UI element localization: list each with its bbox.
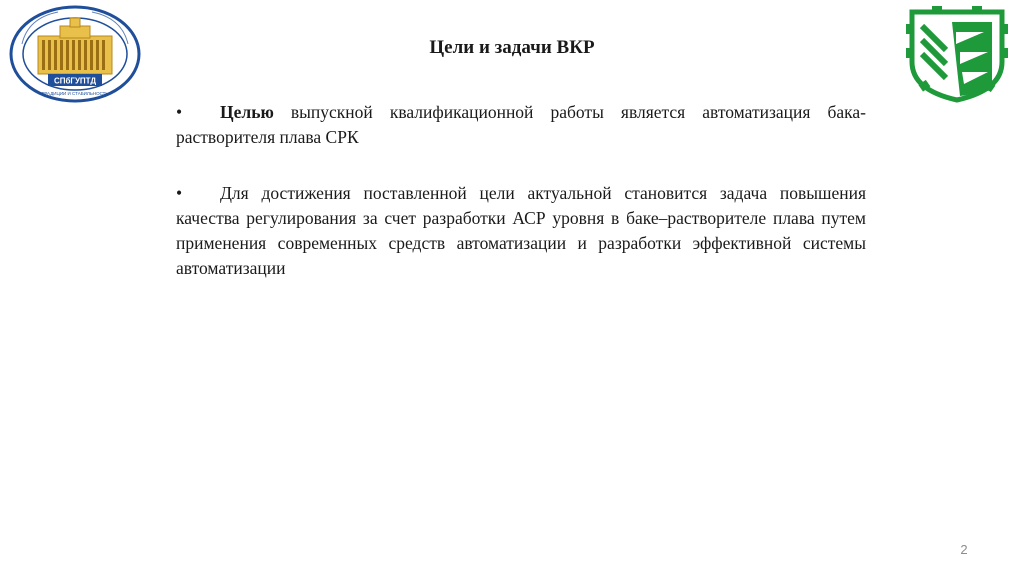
bullet-marker: •	[176, 183, 183, 203]
page-number: 2	[960, 542, 968, 557]
bullet-item-task	[176, 181, 866, 281]
bullet-bold-text: Целью	[220, 102, 274, 122]
bullet-item-goal	[176, 100, 866, 150]
bullet-text: выпускной квалификационной работы является автоматизация бака-растворителя плава СРК	[176, 102, 866, 147]
bullet-list	[176, 100, 866, 312]
slide-title: Цели и задачи ВКР	[429, 37, 595, 58]
university-logo-name: СПбГУПТД	[53, 76, 97, 86]
university-logo-motto: ТРАДИЦИИ И СТАБИЛЬНОСТЬ	[41, 91, 109, 96]
bullet-marker: •	[176, 102, 183, 122]
bullet-text: Для достижения поставленной цели актуальной становится задача повышения качества регулирования за счет разработки АСР уровня в баке–растворителе плава путем применения современных средств автоматизации и разработки эффективной системы автоматизации	[176, 183, 866, 278]
